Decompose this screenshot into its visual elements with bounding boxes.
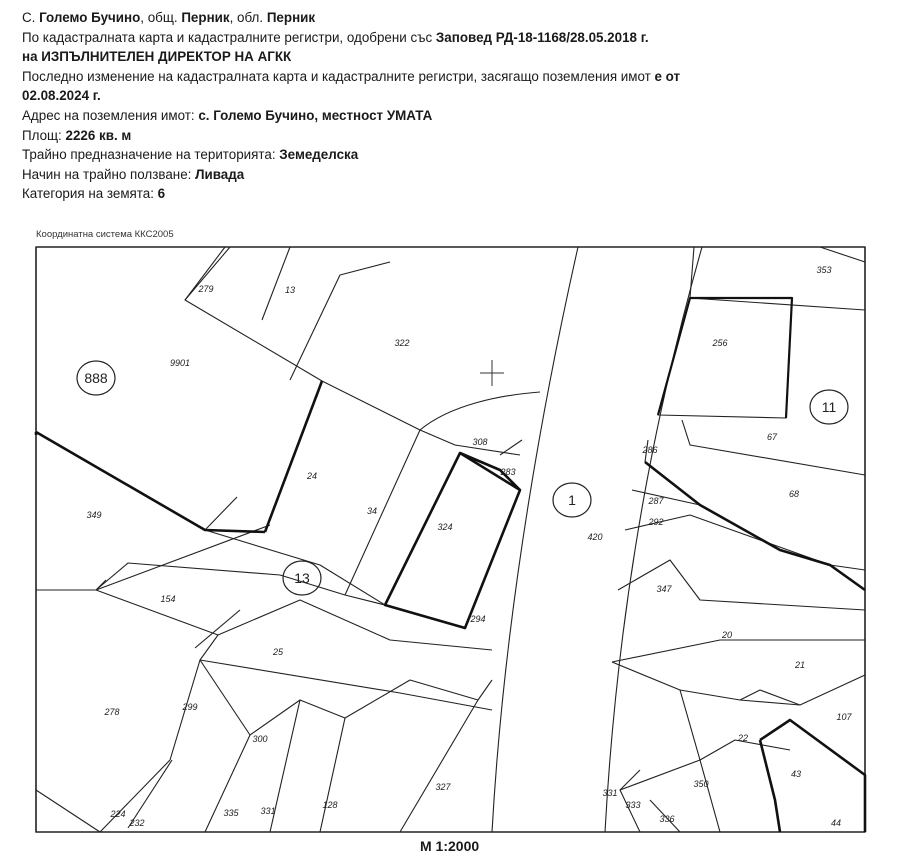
parcel-label: 292 <box>648 517 664 527</box>
category-line: Категория на земята: 6 <box>22 186 166 202</box>
parcel-label: 25 <box>272 647 284 657</box>
road-right-edge <box>605 247 702 832</box>
parcel-label: 300 <box>252 734 268 744</box>
area-line: Площ: 2226 кв. м <box>22 127 132 143</box>
block-label: 1 <box>568 492 576 508</box>
heavy-boundary-256 <box>658 298 792 418</box>
parcel-label: 20 <box>721 630 733 640</box>
parcel-label: 21 <box>794 660 806 670</box>
parcel-label: 44 <box>830 818 842 828</box>
approval-line: По кадастралната карта и кадастралните регистри, одобрени със Заповед РД-18-1168/28.05.2018 г. <box>22 29 649 45</box>
map-frame <box>36 247 865 832</box>
last-change-date: 02.08.2024 г. <box>22 88 101 104</box>
block-label: 888 <box>84 370 108 386</box>
parcel-label: 278 <box>104 707 120 717</box>
parcel-label: 128 <box>322 800 338 810</box>
parcel-label: 286 <box>642 445 658 455</box>
parcel-label: 256 <box>712 338 728 348</box>
road-left-edge <box>492 247 578 832</box>
parcel-label: 353 <box>816 265 832 275</box>
cross-marker <box>480 360 504 386</box>
parcel-label: 232 <box>129 818 145 828</box>
subject-parcel-324 <box>385 453 520 628</box>
parcel-label: 283 <box>500 467 516 477</box>
parcel-label: 154 <box>160 594 176 604</box>
authority-line: на ИЗПЪЛНИТЕЛЕН ДИРЕКТОР НА АГКК <box>22 49 292 65</box>
parcel-label: 322 <box>394 338 410 348</box>
parcel-label: 350 <box>693 779 709 789</box>
parcel-label: 24 <box>306 471 318 481</box>
block-label: 11 <box>821 399 837 415</box>
parcel-label: 299 <box>182 702 198 712</box>
parcel-label: 308 <box>472 437 488 447</box>
parcel-label: 347 <box>656 584 672 594</box>
parcel-label: 68 <box>788 489 800 499</box>
parcel-label: 279 <box>198 284 214 294</box>
usage-line: Начин на трайно ползване: Ливада <box>22 166 245 182</box>
parcel-label: 34 <box>366 506 378 516</box>
block-label: 13 <box>294 570 310 586</box>
settlement-line: С. Големо Бучино, общ. Перник, обл. Перник <box>22 10 316 25</box>
parcel-label: 287 <box>648 496 664 506</box>
parcel-label: 107 <box>836 712 852 722</box>
parcel-label: 335 <box>223 808 239 818</box>
scale-label: М 1:2000 <box>420 838 480 854</box>
purpose-line: Трайно предназначение на територията: Земеделска <box>22 147 359 163</box>
heavy-boundary-24 <box>265 381 322 532</box>
parcel-label: 43 <box>790 769 802 779</box>
parcel-label: 13 <box>284 285 296 295</box>
parcel-label: 22 <box>737 733 749 743</box>
parcel-label: 294 <box>470 614 486 624</box>
parcel-label: 349 <box>86 510 102 520</box>
parcel-label: 331 <box>260 806 276 816</box>
heavy-boundary-43 <box>760 720 865 832</box>
parcel-label: 224 <box>110 809 126 819</box>
coordinate-system-label: Координатна система ККС2005 <box>36 229 174 240</box>
last-change-line: Последно изменение на кадастралната карта и кадастралните регистри, засягащо поземления имот е от <box>22 68 681 84</box>
parcel-label: 420 <box>587 532 603 542</box>
parcel-label: 9901 <box>169 358 191 368</box>
parcel-label: 324 <box>437 522 453 532</box>
parcel-label: 336 <box>659 814 675 824</box>
parcel-label: 333 <box>625 800 641 810</box>
parcel-label: 67 <box>766 432 778 442</box>
parcel-label: 331 <box>602 788 618 798</box>
address-line: Адрес на поземления имот: с. Големо Бучино, местност УМАТА <box>22 107 433 123</box>
parcel-label: 327 <box>435 782 451 792</box>
